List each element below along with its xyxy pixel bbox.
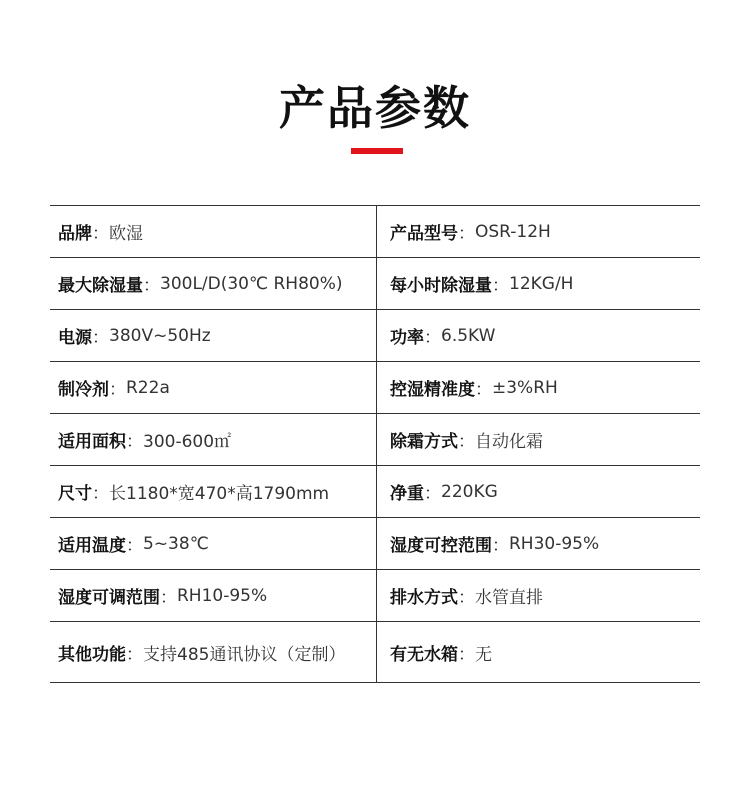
spec-separator: ： [458,224,475,244]
spec-label: 最大除湿量 [58,276,143,296]
table-row [50,466,700,518]
spec-value: 5~38℃ [143,533,209,554]
spec-cell [377,622,700,682]
spec-value: 自动化霜 [475,432,543,452]
spec-value: 300L/D(30℃ RH80%) [160,273,343,294]
spec-value: 支持485通讯协议（定制） [143,644,346,665]
spec-label: 除霜方式 [390,432,458,452]
table-row [50,310,700,362]
spec-cell [50,466,377,517]
spec-cell [377,466,700,517]
spec-label: 功率 [390,328,424,348]
spec-separator: ： [492,276,509,296]
spec-label: 其他功能 [58,644,126,665]
spec-value: 380V~50Hz [109,325,211,346]
spec-value: 无 [475,644,492,665]
title-accent-bar [351,148,403,154]
spec-separator: ： [458,432,475,452]
spec-cell [50,362,377,413]
spec-value: RH30-95% [509,533,600,554]
page-title: 产品参数 [279,81,471,135]
spec-separator: ： [143,276,160,296]
spec-cell [50,518,377,569]
table-row [50,518,700,570]
spec-value: 12KG/H [509,273,574,294]
spec-cell [50,570,377,621]
spec-table [50,205,700,683]
spec-separator: ： [458,588,475,608]
spec-value: 6.5KW [441,325,496,346]
spec-value: OSR-12H [475,221,551,242]
spec-cell [377,206,700,257]
table-row [50,206,700,258]
spec-label: 每小时除湿量 [390,276,492,296]
spec-label: 净重 [390,484,424,504]
spec-label: 控湿精准度 [390,380,475,400]
spec-label: 湿度可调范围 [58,588,160,608]
spec-label: 适用面积 [58,432,126,452]
spec-cell [377,414,700,465]
spec-value: RH10-95% [177,585,268,606]
spec-cell [50,414,377,465]
spec-cell [50,258,377,309]
spec-separator: ： [424,484,441,504]
table-row [50,258,700,310]
spec-label: 湿度可控范围 [390,536,492,556]
spec-value: 长1180*宽470*高1790mm [109,484,330,504]
spec-separator: ： [458,644,475,665]
spec-cell [50,310,377,361]
spec-cell [377,310,700,361]
spec-cell [377,258,700,309]
table-row [50,570,700,622]
table-row [50,622,700,683]
spec-label: 排水方式 [390,588,458,608]
spec-value: R22a [126,377,170,398]
spec-label: 有无水箱 [390,644,458,665]
spec-label: 电源 [58,328,92,348]
spec-cell [50,206,377,257]
spec-value: 220KG [441,481,498,502]
table-row [50,414,700,466]
spec-cell [377,362,700,413]
spec-label: 品牌 [58,224,92,244]
spec-separator: ： [160,588,177,608]
spec-label: 产品型号 [390,224,458,244]
spec-separator: ： [492,536,509,556]
spec-separator: ： [109,380,126,400]
spec-value: 水管直排 [475,588,543,608]
spec-value: ±3%RH [492,377,558,398]
spec-separator: ： [92,328,109,348]
spec-cell [377,518,700,569]
spec-separator: ： [126,432,143,452]
spec-value: 欧湿 [109,224,143,244]
spec-separator: ： [92,484,109,504]
spec-separator: ： [475,380,492,400]
spec-cell [377,570,700,621]
spec-separator: ： [424,328,441,348]
table-row [50,362,700,414]
spec-value: 300-600㎡ [143,432,232,452]
spec-label: 尺寸 [58,484,92,504]
spec-separator: ： [126,536,143,556]
spec-separator: ： [92,224,109,244]
spec-cell [50,622,377,682]
spec-separator: ： [126,644,143,665]
spec-label: 制冷剂 [58,380,109,400]
spec-label: 适用温度 [58,536,126,556]
